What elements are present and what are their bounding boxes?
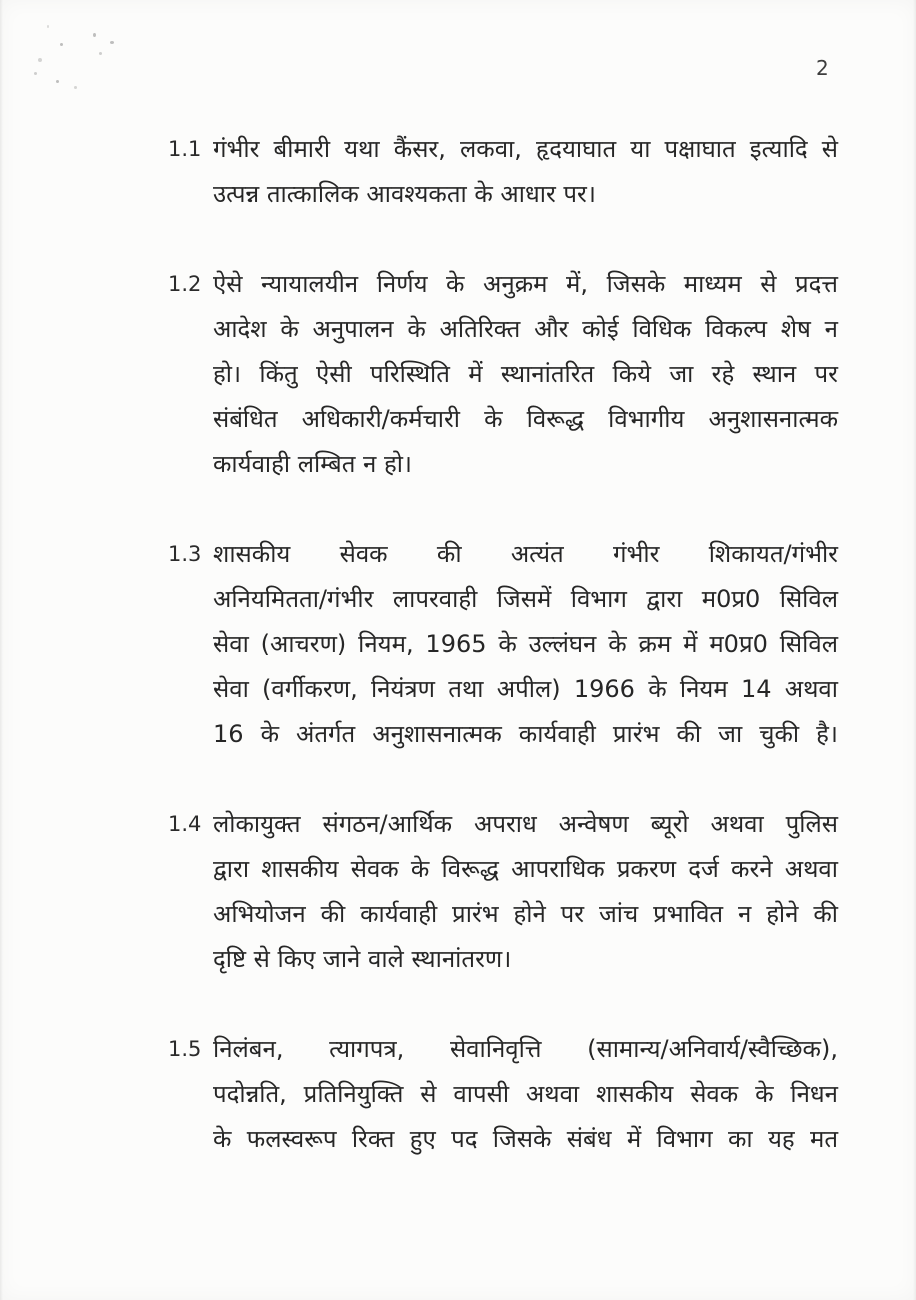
paragraph-1-4 <box>168 802 838 982</box>
scan-speck <box>99 52 102 55</box>
paragraph-number: 1.1 <box>168 137 202 161</box>
paragraph-1-5 <box>168 1027 838 1162</box>
text-line: शासकीय सेवक की अत्यंत गंभीर शिकायत/गंभीर <box>213 540 838 568</box>
text-line: हो। किंतु ऐसी परिस्थिति में स्थानांतरित किये जा रहे स्थान पर <box>213 360 838 388</box>
text-line: पदोन्नति, प्रतिनियुक्ति से वापसी अथवा शासकीय सेवक के निधन <box>213 1080 838 1108</box>
paragraph-number: 1.4 <box>168 812 202 836</box>
text-line: उत्पन्न तात्कालिक आवश्यकता के आधार पर। <box>213 180 596 208</box>
text-line: अनियमितता/गंभीर लापरवाही जिसमें विभाग द्वारा म0प्र0 सिविल <box>213 585 838 613</box>
text-line: संबंधित अधिकारी/कर्मचारी के विरूद्ध विभागीय अनुशासनात्मक <box>213 405 838 433</box>
text-line: ऐसे न्यायालयीन निर्णय के अनुक्रम में, जिसके माध्यम से प्रदत्त <box>213 270 838 298</box>
text-line: 16 के अंतर्गत अनुशासनात्मक कार्यवाही प्रारंभ की जा चुकी है। <box>213 720 838 748</box>
scan-speck <box>56 80 59 83</box>
scan-speck <box>47 25 49 28</box>
scan-specks-decoration <box>0 0 160 110</box>
paragraph-1-3 <box>168 532 838 757</box>
text-line: दृष्टि से किए जाने वाले स्थानांतरण। <box>213 945 512 973</box>
paragraph-1-1 <box>168 127 838 217</box>
text-line: कार्यवाही लम्बित न हो। <box>213 450 413 478</box>
scan-speck <box>38 58 42 62</box>
text-line: निलंबन, त्यागपत्र, सेवानिवृत्ति (सामान्य/अनिवार्य/स्वैच्छिक), <box>213 1035 838 1063</box>
text-line: के फलस्वरूप रिक्त हुए पद जिसके संबंध में विभाग का यह मत <box>213 1125 838 1153</box>
scan-speck <box>93 33 96 37</box>
text-line: सेवा (आचरण) नियम, 1965 के उल्लंघन के क्रम में म0प्र0 सिविल <box>213 630 838 658</box>
paragraph-number: 1.2 <box>168 272 202 296</box>
text-line: गंभीर बीमारी यथा कैंसर, लकवा, हृदयाघात या पक्षाघात इत्यादि से <box>213 135 838 163</box>
scan-speck <box>110 41 114 44</box>
scan-speck <box>60 43 63 46</box>
text-line: आदेश के अनुपालन के अतिरिक्त और कोई विधिक विकल्प शेष न <box>213 315 838 343</box>
scan-speck <box>74 86 77 89</box>
document-body <box>168 127 838 1162</box>
paragraph-number: 1.3 <box>168 542 202 566</box>
text-line: लोकायुक्त संगठन/आर्थिक अपराध अन्वेषण ब्यूरो अथवा पुलिस <box>213 810 838 838</box>
paragraph-number: 1.5 <box>168 1037 202 1061</box>
page-number: 2 <box>816 56 830 80</box>
text-line: द्वारा शासकीय सेवक के विरूद्ध आपराधिक प्रकरण दर्ज करने अथवा <box>213 855 838 883</box>
text-line: अभियोजन की कार्यवाही प्रारंभ होने पर जांच प्रभावित न होने की <box>213 900 838 928</box>
text-line: सेवा (वर्गीकरण, नियंत्रण तथा अपील) 1966 के नियम 14 अथवा <box>213 675 838 703</box>
scan-speck <box>34 72 37 75</box>
paragraph-1-2 <box>168 262 838 487</box>
